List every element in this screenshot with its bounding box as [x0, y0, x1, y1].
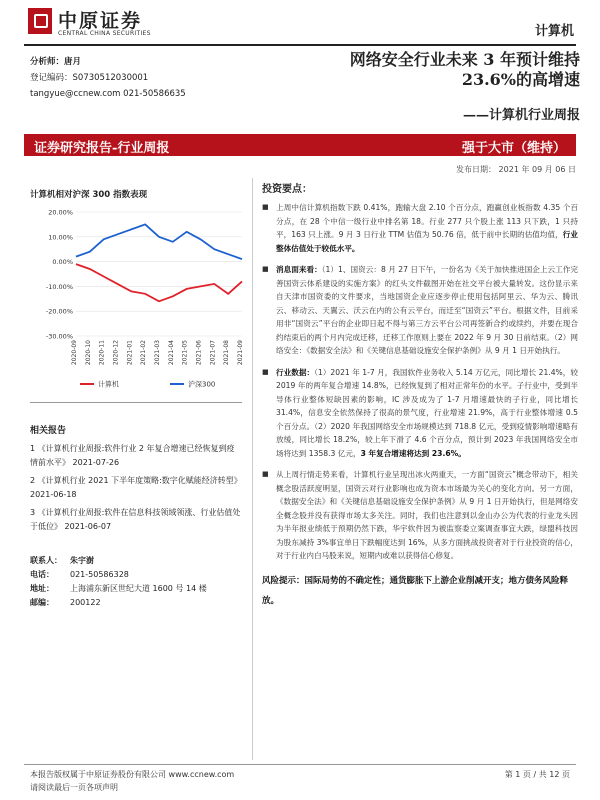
- footer: [30, 768, 570, 794]
- point-news: [262, 263, 578, 358]
- point-data: [262, 366, 578, 461]
- analyst-name: 唐月: [64, 57, 82, 67]
- disclaimer-note: 请阅读最后一页各项声明: [30, 783, 118, 792]
- risk-label: 风险提示：: [262, 575, 305, 586]
- company-name-en: CENTRAL CHINA SECURITIES: [58, 30, 151, 37]
- x-tick-label: 2020-12: [112, 340, 120, 366]
- reg-code: S0730512030001: [72, 73, 149, 83]
- report-banner: [24, 134, 576, 156]
- y-tick-label: 10.00%: [48, 233, 73, 242]
- related-item[interactable]: 2 《计算机行业 2021 下半年度策略:数字化赋能经济转型》 2021-06-18: [30, 476, 242, 499]
- point-data-text: （1）2021 年 1-7 月，我国软件业务收入 5.14 万亿元，同比增长 21.4%，较 2019 年的两年复合增速 14.8%，已经恢复到了相对正常年份的水平。子行业中，受到半导体行业整体短缺因素的影响，IC 涉及成为了 1-7 月增速最快的子行业，同比增长 31.4%，信息安全依然保持了很高的景气度，行业增速 21.9%，高于行业整体增速 0.5 个百分点。（2）2020 年我国网络安全市场规模达到 718.8 亿元，受到疫情影响增速略有放缓，同比增长 18.2%，较上年下滑了 4.6 个百分点，预计到 2023 年我国网络安全市场将达到 1358.3 亿元，: [276, 367, 578, 458]
- phone: 021-50586328: [70, 570, 129, 579]
- legend-label: 沪深300: [188, 380, 216, 389]
- analyst-block: [30, 54, 186, 102]
- x-tick-label: 2021-03: [154, 340, 161, 366]
- investment-points: [262, 180, 578, 611]
- x-tick-label: 2020-11: [98, 340, 106, 366]
- report-subtitle: ——计算机行业周报: [462, 108, 580, 123]
- chart-title: 计算机相对沪深 300 指数表现: [30, 190, 148, 200]
- risk-warning: [262, 571, 578, 611]
- y-tick-label: 0.00%: [52, 258, 73, 267]
- left-divider: [30, 402, 242, 403]
- risk-text: 国际局势的不确定性；通货膨胀下上游企业削减开支；地方债务风险释放。: [262, 575, 569, 606]
- contact-person: 朱宇澍: [70, 556, 94, 565]
- y-tick-label: -20.00%: [45, 307, 73, 316]
- analyst-label: 分析师：: [30, 57, 65, 67]
- y-tick-label: -10.00%: [45, 282, 73, 291]
- x-tick-label: 2021-09: [237, 340, 244, 366]
- footer-divider: [24, 764, 576, 765]
- performance-chart: [30, 204, 250, 394]
- x-tick-label: 2021-08: [223, 340, 231, 366]
- rating: 强于大市（维持）: [461, 141, 566, 156]
- point-news-text: （1）1、国资云：8 月 27 日下午，一份名为《关于加快推进国企上云工作完善国资云体系建设的实施方案》的红头文件截图开始在社交平台被大量转发。这份显示来自天津市国资委的文件要求，当地国资企业应逐步停止使用包括阿里云、华为云、腾讯云、移动云、天翼云、沃云在内的公有云平台，而迁至“国资云”平台。根据文件，目前采用非“国资云”平台的企业即日起不得与第三方云平台公司再签新合约或续约，并要在现合约结束后的两个月内完成迁移，迁移工作原则上要在 2022 年 9 月 30 日前结束。（2）网络安全：《数据安全法》和《关键信息基础设施安全保护条例》从 9 月 1 日开始执行。: [276, 265, 578, 355]
- zip-label: 邮编：: [30, 598, 54, 607]
- title-line-1: 网络安全行业未来 3 年预计维持: [349, 50, 580, 69]
- point-market-bold: 行业整体估值处于较低水平。: [276, 230, 578, 253]
- x-tick-label: 2021-04: [167, 340, 175, 366]
- contact-block: [30, 554, 242, 610]
- contact-person-label: 联系人：: [30, 556, 62, 565]
- y-tick-label: 20.00%: [48, 208, 73, 217]
- related-item[interactable]: 3 《计算机行业周报:软件在信息科技领域领涨、行业估值处于低位》 2021-06-07: [30, 508, 241, 531]
- x-tick-label: 2020-10: [84, 340, 92, 366]
- x-tick-label: 2021-06: [195, 340, 203, 366]
- report-type: 证券研究报告-行业周报: [34, 141, 170, 156]
- publish-date: 发布日期： 2021 年 09 月 06 日: [456, 165, 576, 174]
- point-outlook: ■ 从上周行情走势来看，计算机行业呈现出冰火两重天，一方面“国资云”概念带动下，相关概念股活跃度明显，国资云对行业影响也成为资本市场最为关心的变化方向。另一方面，《数据安全法》和《关键信息基础设施安全保护条例》从 9 月 1 日开始执行，但是网络安全概念股并没有获得市场太多关注。同时，我们也注意到以金山办公为代表的行业龙头因为半年报业绩低于预期仍然下跌，华宇软件因为被监察委立案调查事宜大跌，绿盟科技因为股东减持 3%事宜单日下跌幅度达到 16%，从多方面挑战投资者对于行业投资的信心，对于行业内白马股来说，短期内或难以获得信心修复。: [262, 468, 578, 563]
- legend-label: 计算机: [98, 380, 119, 389]
- column-divider: [252, 178, 253, 760]
- point-market: [262, 201, 578, 255]
- point-news-bold: 消息面来看：: [276, 265, 322, 274]
- sector-label: 计算机: [534, 24, 574, 39]
- point-data-bold-2: 3 年复合增速将达到 23.6%。: [360, 448, 466, 458]
- x-tick-label: 2021-02: [140, 340, 148, 366]
- point-market-text: 上周中信计算机指数下跌 0.41%，跑输大盘 2.10 个百分点，跑赢创业板指数 4.35 个百分点，在 28 个中信一级行业中排名第 18。行业 277 只个股上涨 113 只下跌，1 只持平，163 只上涨。9 月 3 日行业 TTM 估值为 50.76 倍，低于前中长期的估值均值，: [276, 203, 578, 239]
- x-tick-label: 2020-09: [71, 340, 78, 366]
- y-tick-label: -30.00%: [45, 332, 73, 341]
- company-logo-icon: [28, 8, 52, 34]
- series-line-hs300: [76, 224, 242, 259]
- related-item[interactable]: 1 《计算机行业周报:软件行业 2 年复合增速已经恢复到疫情前水平》 2021-07-26: [30, 444, 235, 467]
- analyst-contact: tangyue@ccnew.com 021-50586635: [30, 89, 186, 99]
- point-data-bold: 行业数据：: [276, 367, 315, 377]
- zip: 200122: [70, 598, 101, 607]
- address: 上海浦东新区世纪大道 1600 号 14 楼: [70, 584, 207, 593]
- phone-label: 电话：: [30, 570, 54, 579]
- x-tick-label: 2021-05: [181, 340, 189, 366]
- points-heading: 投资要点：: [262, 184, 312, 195]
- reg-label: 登记编码：: [30, 73, 73, 83]
- series-line-computer: [76, 264, 242, 301]
- report-title: [250, 50, 580, 90]
- page-number: 第 1 页 / 共 12 页: [504, 770, 570, 779]
- copyright: 本报告版权属于中原证券股份有限公司 www.ccnew.com: [30, 770, 235, 779]
- address-label: 地址：: [30, 584, 54, 593]
- title-line-2: 23.6%的高增速: [461, 70, 580, 89]
- x-tick-label: 2021-07: [209, 340, 217, 366]
- header-divider: [24, 44, 576, 46]
- company-name: 中原证券: [58, 10, 143, 32]
- related-heading: 相关报告: [30, 426, 67, 436]
- related-reports: [30, 424, 242, 534]
- x-tick-label: 2021-01: [126, 340, 134, 366]
